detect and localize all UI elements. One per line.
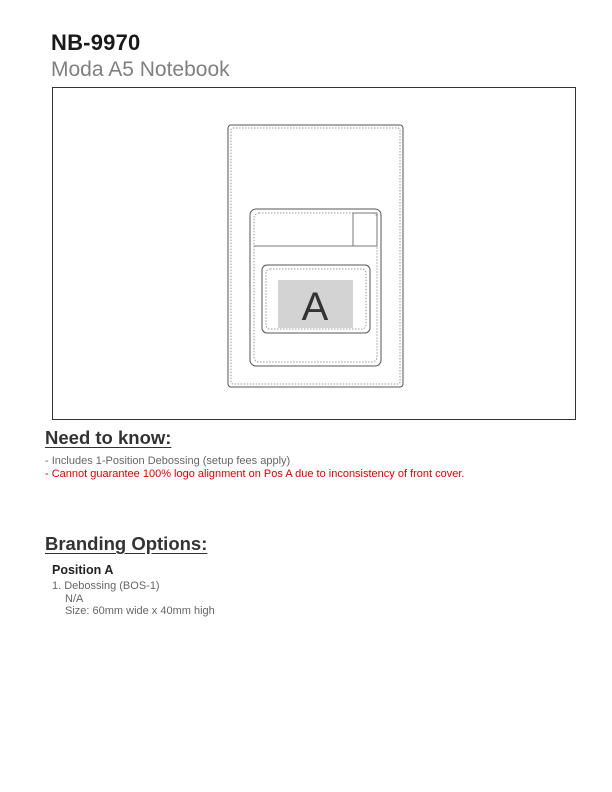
product-code: NB-9970 <box>51 30 141 55</box>
branding-options-heading: Branding Options: <box>45 533 208 554</box>
need-to-know-heading: Need to know: <box>45 427 172 448</box>
position-a-label: A <box>301 285 329 329</box>
option-na: N/A <box>65 593 84 605</box>
notebook-illustration <box>53 88 577 421</box>
note-alignment-warning: - Cannot guarantee 100% logo alignment on Pos A due to inconsistency of front cover. <box>45 468 465 480</box>
position-a-title: Position A <box>52 563 114 577</box>
product-name: Moda A5 Notebook <box>51 58 230 81</box>
option-debossing: 1. Debossing (BOS-1) <box>52 580 160 592</box>
note-debossing: - Includes 1-Position Debossing (setup fees apply) <box>45 455 291 467</box>
product-illustration-frame <box>52 87 576 420</box>
option-size: Size: 60mm wide x 40mm high <box>65 605 215 617</box>
